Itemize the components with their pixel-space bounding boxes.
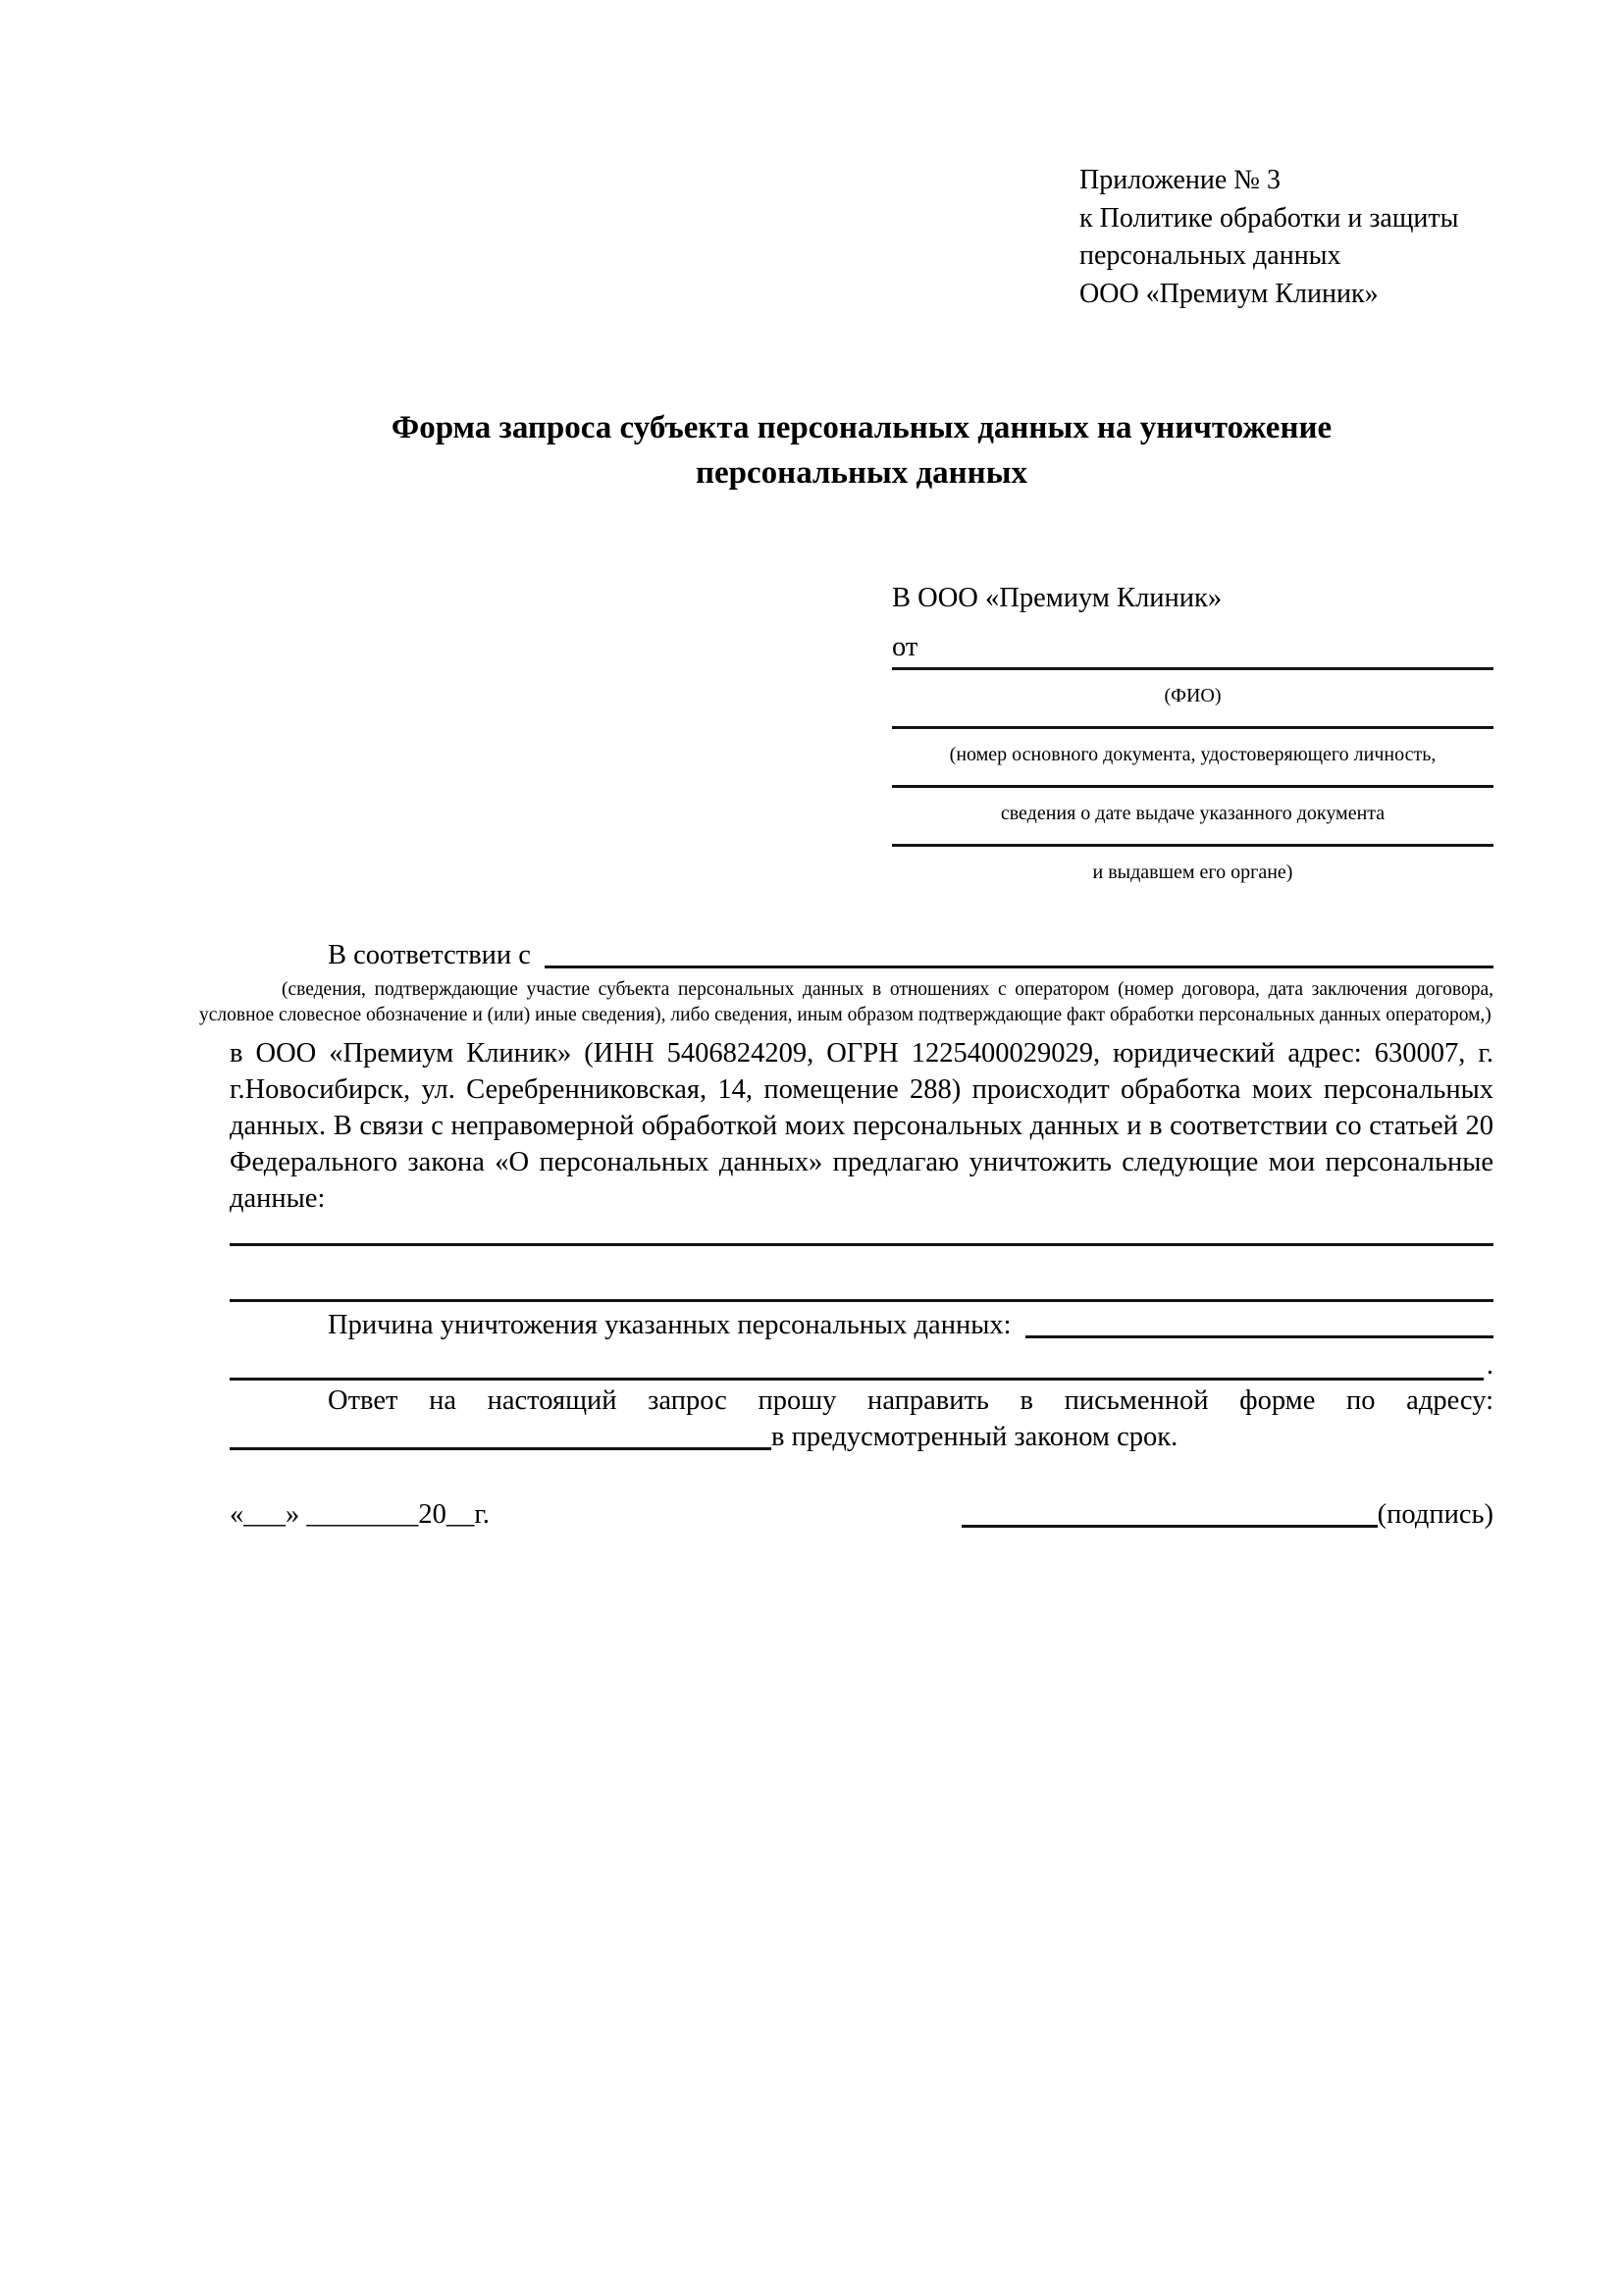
issuing-authority-field — [892, 825, 1493, 884]
accordance-label: В соответствии с — [328, 940, 531, 970]
issuing-authority-input-line — [892, 825, 1493, 847]
reason-row — [230, 1307, 1493, 1343]
accordance-note: (сведения, подтверждающие участие субъекта персональных данных в отношениях с оператором (номер договора, дата заключения договора, условное словесное обозначение и (или) иные сведения), либо сведения, иным образом подтверждающие факт обработки персональных данных оператором,) — [199, 979, 1493, 1025]
accordance-fill-line — [545, 937, 1493, 968]
appendix-line: персональных данных — [1079, 240, 1341, 271]
reason-label: Причина уничтожения указанных персональных данных: — [328, 1310, 1012, 1340]
appendix-header — [1079, 162, 1493, 313]
personal-data-fill-line-1 — [230, 1217, 1493, 1246]
answer-tail-row — [230, 1419, 1493, 1455]
document-title: Форма запроса субъекта персональных данных на уничтожение персональных данных — [391, 410, 1333, 491]
signature-line — [962, 1500, 1378, 1528]
addressee-block — [892, 579, 1493, 884]
sentence-period: . — [1486, 1350, 1493, 1381]
appendix-line: ООО «Премиум Клиник» — [1079, 278, 1379, 309]
id-document-field — [892, 707, 1493, 766]
issue-date-caption: сведения о дате выдаче указанного документа — [1000, 803, 1386, 824]
id-document-caption: (номер основного документа, удостоверяющего личность, — [949, 744, 1437, 765]
personal-data-fill-line-2 — [230, 1246, 1493, 1302]
request-paragraph: в ООО «Премиум Клиник» (ИНН 5406824209, ОГРН 1225400029029, юридический адрес: 630007, г. г.Новосибирск, ул. Серебренниковская, 14, помещение 288) происходит обработка моих персональных данных. В связи с неправомерной обработкой моих персональных данных и в соответствии со статьей 20 Федерального закона «О персональных данных» предлагаю уничтожить следующие мои персональные данные: — [230, 1038, 1493, 1214]
signature-group — [962, 1496, 1493, 1533]
id-document-input-line — [892, 707, 1493, 729]
signature-caption: (подпись) — [1377, 1499, 1493, 1530]
reason-fill-line-2-row — [230, 1343, 1493, 1381]
reason-fill-line — [1025, 1307, 1493, 1338]
footer-row — [230, 1496, 1493, 1533]
issuing-authority-caption: и выдавшем его органе) — [1092, 861, 1293, 883]
answer-tail: в предусмотренный законом срок. — [771, 1422, 1178, 1452]
appendix-line: к Политике обработки и защиты — [1079, 202, 1459, 234]
reason-fill-line-2 — [230, 1343, 1484, 1381]
issue-date-input-line — [892, 766, 1493, 788]
addressee-to: В ООО «Премиум Клиник» — [892, 583, 1223, 613]
appendix-line: Приложение № 3 — [1079, 165, 1281, 195]
issue-date-field — [892, 766, 1493, 825]
addressee-from-label: от — [892, 632, 918, 662]
fio-caption: (ФИО) — [1164, 685, 1222, 706]
fio-field — [892, 667, 1493, 707]
accordance-row — [230, 937, 1493, 973]
answer-paragraph: Ответ на настоящий запрос прошу направить в письменной форме по адресу: — [328, 1385, 1493, 1416]
date-placeholder: «___» ________20__г. — [230, 1499, 490, 1530]
address-fill-line — [230, 1419, 771, 1450]
